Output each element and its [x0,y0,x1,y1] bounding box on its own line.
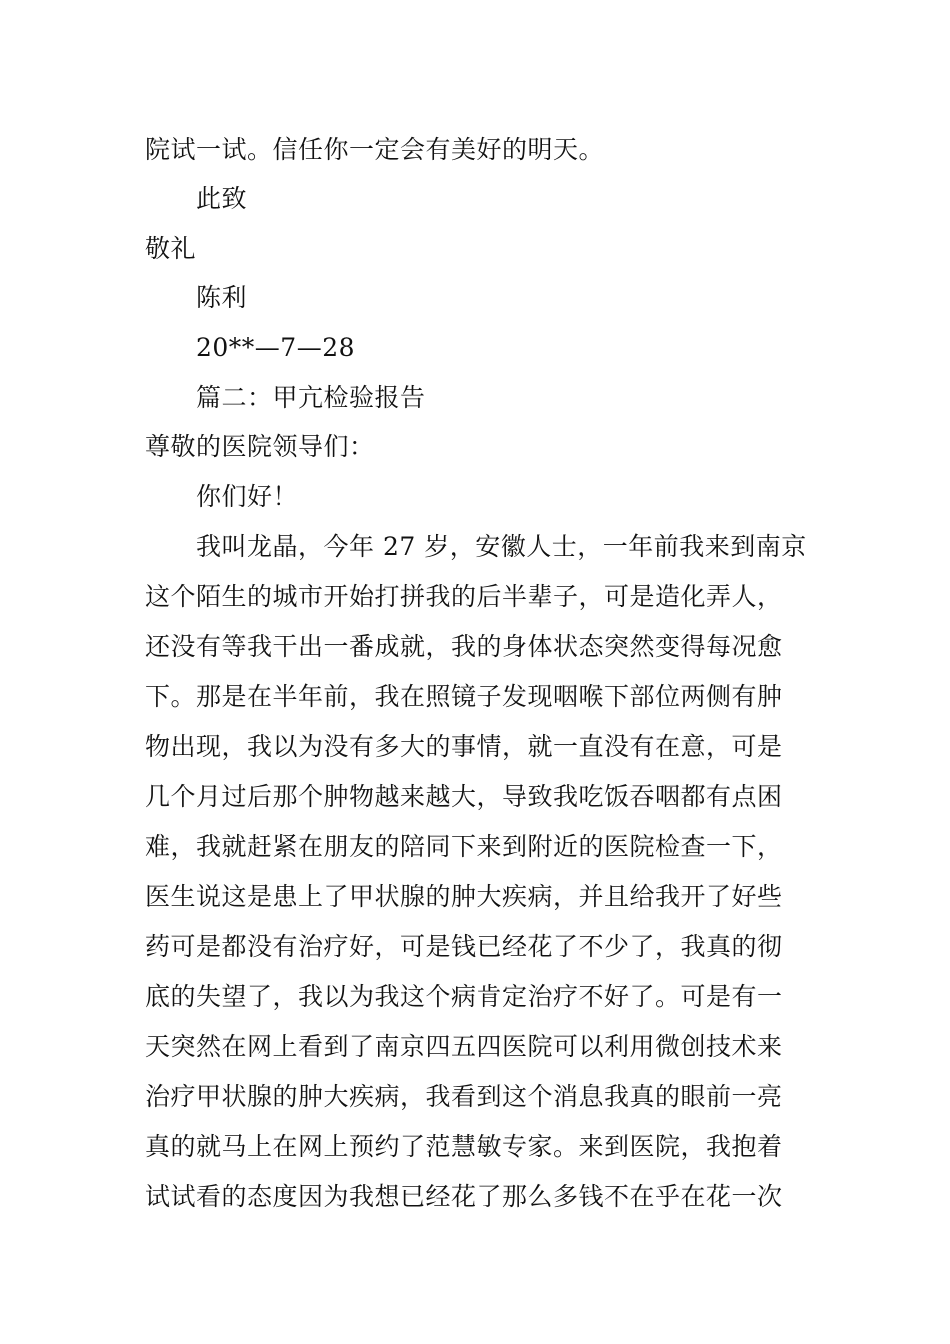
section-heading: 篇二：甲亢检验报告 [196,383,426,412]
body-line: 物出现，我以为没有多大的事情，就一直没有在意，可是 [145,732,783,761]
signature-name: 陈利 [196,283,248,312]
letter-hello: 你们好！ [196,482,299,511]
signature-date: 20**—7—28 [196,333,356,362]
closing-salutation: 此致 [196,184,248,213]
body-line: 天突然在网上看到了南京四五四医院可以利用微创技术来 [145,1032,783,1061]
body-line: 药可是都没有治疗好，可是钱已经花了不少了，我真的彻 [145,932,783,961]
body-line: 医生说这是患上了甲状腺的肿大疾病，并且给我开了好些 [145,882,783,911]
body-line: 我叫龙晶，今年 27 岁，安徽人士，一年前我来到南京 [196,532,807,561]
body-line: 治疗甲状腺的肿大疾病，我看到这个消息我真的眼前一亮 [145,1082,783,1111]
body-line: 几个月过后那个肿物越来越大，导致我吃饭吞咽都有点困 [145,782,783,811]
body-line: 这个陌生的城市开始打拼我的后半辈子，可是造化弄人， [145,582,783,611]
letter-greeting: 尊敬的医院领导们： [145,432,375,461]
body-line: 下。那是在半年前，我在照镜子发现咽喉下部位两侧有肿 [145,682,783,711]
text-line-continuation: 院试一试。信任你一定会有美好的明天。 [145,135,605,164]
body-line: 底的失望了，我以为我这个病肯定治疗不好了。可是有一 [145,982,783,1011]
body-line: 真的就马上在网上预约了范慧敏专家。来到医院，我抱着 [145,1132,783,1161]
closing-regards: 敬礼 [145,234,197,263]
body-line: 还没有等我干出一番成就，我的身体状态突然变得每况愈 [145,632,783,661]
body-line: 试试看的态度因为我想已经花了那么多钱不在乎在花一次 [145,1182,783,1211]
body-line: 难，我就赶紧在朋友的陪同下来到附近的医院检查一下， [145,832,783,861]
